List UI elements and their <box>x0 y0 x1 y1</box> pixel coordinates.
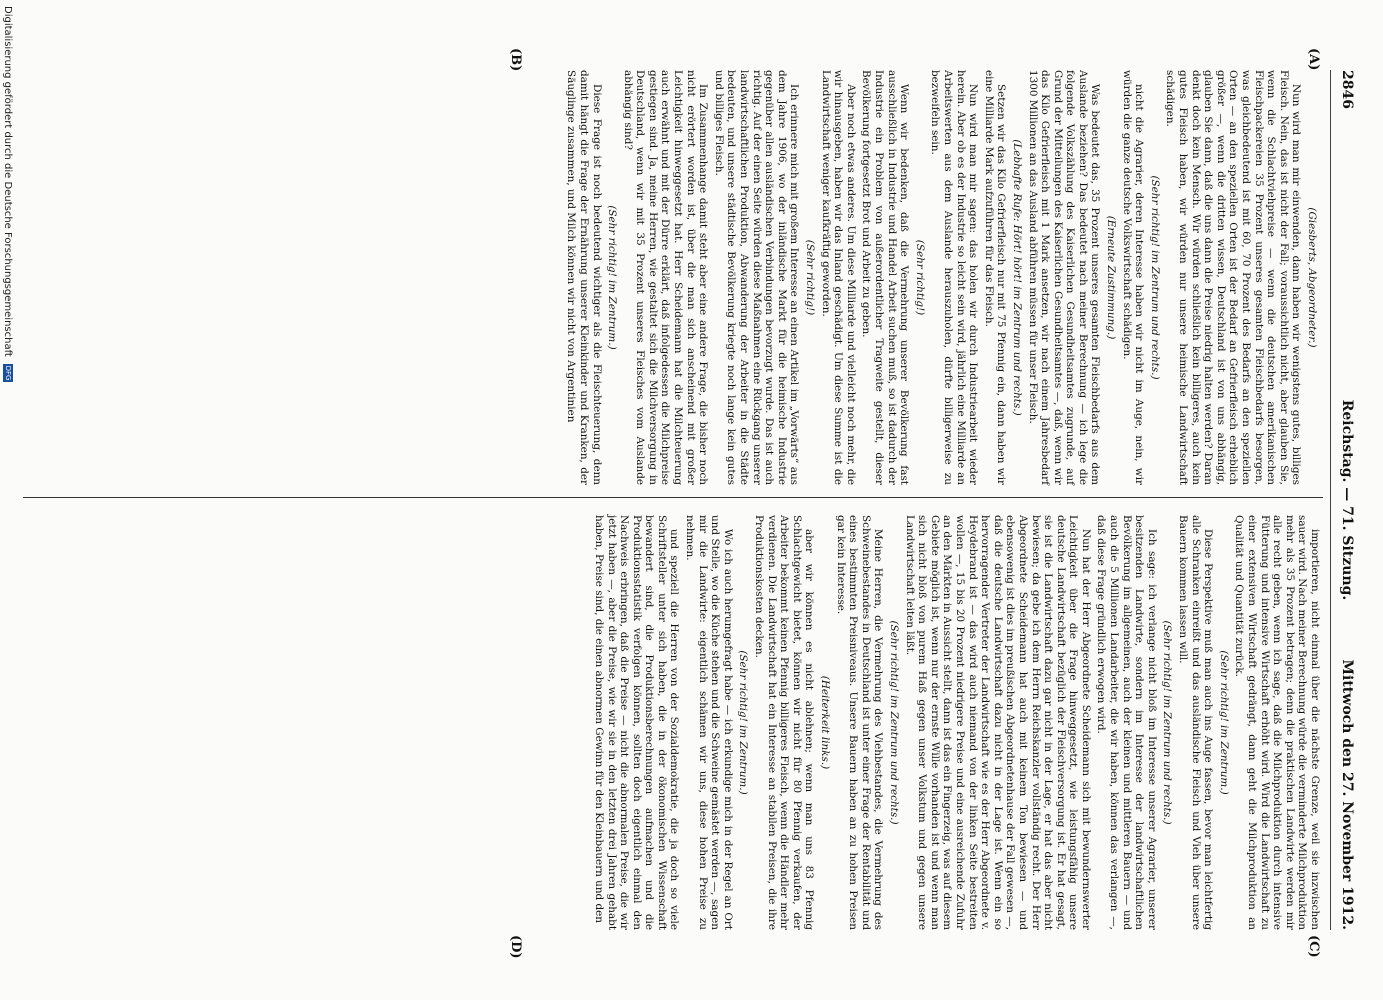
paragraph: Wenn wir bedenken, daß die Vermehrung unserer Bevölkerung fast ausschließlich in Industrie und Handel Arbeit suchen muß, so ist dadurch der Industrie ein Problem von außerordentlicher Tragweite gestellt, dieser Bevölkerung fortgesetzt Brot und Arbeit zu geben. <box>860 70 911 485</box>
paragraph: aber wir können es nicht ablehnen; wenn man uns 83 Pfennig Schlachtgewicht bietet, können wir nicht für 80 Pfennig verkaufen, der Arbeiter bekommt keinen Pfennig billigeres Fleisch, wenn die Händler mehr verdienen. Die Landwirtschaft hat ein Interesse an stabilen Preisen, die ihre Produktionskosten decken. <box>753 515 816 930</box>
interjection: (Sehr richtig! im Zentrum.) <box>737 650 750 795</box>
paragraph: Setzen wir das Kilo Gefrierfleisch nur mit 75 Pfennig ein, dann haben wir eine Milliarde Mark aufzuführen für das Fleisch. <box>982 70 1008 485</box>
interjection: (Sehr richtig!) <box>913 239 926 316</box>
column-divider <box>23 497 1323 498</box>
paragraph: Diese Perspektive muß man auch ins Auge fassen, bevor man leichtfertig alle Schranken einreißt und das ausländische Fleisch und Vieh über unsere Bauern kommen lassen will. <box>1177 515 1215 930</box>
interjection: (Lebhafte Rufe: Hört! hört! im Zentrum und rechts.) <box>1010 139 1023 416</box>
paragraph: nicht die Agrarier, deren Interesse haben wir nicht im Auge, nein, wir würden die ganze deutsche Volkswirtschaft schädigen. <box>1120 70 1146 485</box>
paragraph: Nun wird man mir einwenden, dann haben wir wenigstens gutes, billiges Fleisch. Nein, das ist nicht der Fall; voraussichtlich nicht, aber glauben Sie, wenn die Schlachtviehpreise — wenn die deutschen amerikanischen Fleischpackereien 35 Prozent unseres gesamten Fleischbedarfs besorgen, was gleichbedeutend ist mit 60, 70 Prozent des Bedarfs an den speziellen Orten — an den speziellen Orten ist der Bedarf an Gefrierfleisch erheblich größer —, wenn die dritten wissen, Deutschland ist von uns abhängig, glauben Sie dann, daß die uns dann die Preise niedrig halten werden? Daran denkt doch kein Mensch. Wir würden schließlich kein billigeres, auch kein gutes Fleisch haben, wir würden nur unsere heimische Landwirtschaft schädigen. <box>1164 70 1303 485</box>
credit-text: Digitalisierung gefördert durch die Deutsche Forschungsgemeinschaft <box>2 6 13 357</box>
paragraph: Was bedeutet das, 35 Prozent unseres gesamten Fleischbedarfs aus dem Auslande beziehen? Das bedeutet nach meiner Berechnung — ich lege die folgende Volkszählung des Kaiserlichen Gesundheitsamtes zugrunde, auf Grund der Mitteilungen des Kaiserlichen Gesundheitsamtes —, daß, wenn wir das Kilo Gefrierfleisch mit 1 Mark ansetzen, wir nach einem Jahresbedarf 1300 Millionen an das Ausland abführen müssen für unser Fleisch. <box>1026 70 1102 485</box>
paragraph: Nun wird man mir sagen: das holen wir durch Industriearbeit wieder herein. Aber ob es der Industrie so leicht sein wird, jährlich eine Milliarde an Arbeitswerten aus dem Auslande herauszuholen, dürfte billigerweise zu bezweifeln sein. <box>929 70 980 485</box>
digitization-credit <box>0 0 15 1000</box>
interjection: (Erneute Zustimmung.) <box>1105 215 1118 340</box>
interjection: (Sehr richtig! im Zentrum.) <box>1217 650 1230 795</box>
paragraph: importieren, nicht einmal über die nächste Grenze, weil sie inzwischen sauer wird. Nach meiner Berechnung würde die verminderte Milchproduktion mehr als 35 Prozent betragen; denn die praktischen Landwirte werden mir alle recht geben, wenn ich sage, daß die Milchproduktion durch intensive Fütterung und intensive Wirtschaft erhöht wird. Wird die Landwirtschaft zu einer extensiven Wirtschaft gedrängt, dann geht die Milchproduktion an Qualität und Quantität zurück. <box>1233 515 1321 930</box>
margin-marker-a: (A) <box>1306 48 1321 71</box>
paragraph: Ich sage: ich verlange nicht bloß im Interesse unserer Agrarier, unserer besitzenden Landwirte, sondern im Interesse der landwirtschaftlichen Bevölkerung im allgemeinen, auch der kleinen und mittleren Bauern — und auch die 5 Millionen Landarbeiter, die wir haben, können das verlangen —, daß diese Frage gründlich erwogen wird. <box>1095 515 1158 930</box>
paragraph: Im Zusammenhange damit steht aber eine andere Frage, die bisher noch nicht erörtert worden ist, über die man sich anscheinend mit großer Leichtigkeit hinweggesetzt hat. Herr Scheidemann hat die Milchteuerung auch erwähnt und mit der Dürre erklärt, daß infolgedessen die Milchpreise gestiegen sind. Ja, meine Herren, wie gestaltet sich die Milchversorgung in Deutschland, wenn wir mit 35 Prozent unseres Fleisches vom Auslande abhängig sind? <box>621 70 710 485</box>
dfg-logo: DFG <box>4 365 12 381</box>
page-header <box>1330 70 1359 930</box>
session-date: Mittwoch den 27. November 1912. <box>1339 659 1355 930</box>
text-column-right <box>589 515 1321 930</box>
speaker-line: (Giesberts, Abgeordneter.) <box>1306 207 1318 348</box>
paragraph: Meine Herren, die Vermehrung des Viehbestandes, die Vermehrung des Schweinebestandes in Deutschland ist unter einer Frage der Rentabilität und eines bestimmten Preisniveaus. Unsere Bauern haben an zu hohen Preisen gar kein Interesse. <box>834 515 885 930</box>
paragraph: Aber noch etwas anderes. Um diese Milliarde und vielleicht noch mehr, die wir hinausgeben, haben wir das Inland geschädigt. Um diese Summe ist die Landwirtschaft weniger kaufkräftig geworden. <box>819 70 857 485</box>
paragraph: Wo ich auch herumgefragt habe — ich erkundige mich in der Regel an Ort und Stelle, wo die Küche stehen und die Schweine gemästet werden —, sagen mir die Landwirte: eigentlich schämen wir uns, diese hohen Preise zu nehmen. <box>684 515 734 930</box>
page-title: Reichstag. — 71. Sitzung. <box>1339 399 1355 601</box>
margin-marker-d: (D) <box>508 935 523 959</box>
paragraph: Nun hat der Herr Abgeordnete Scheidemann sich mit bewundernswerter Leichtigkeit über die Frage hinweggesetzt, wie leistungsfähig unsere deutsche Landwirtschaft bezüglich der Fleischversorgung ist. Er hat gesagt, sie ist die Landwirtschaft dazu gar nicht in der Lage, er hat das aber nicht bewiesen; da gebe ich dem Herrn Reichskanzler vollständig recht. Der Herr Abgeordnete Scheidemann hat auch mit keinem Ton bewiesen — und ebensowenig ist dies im preußischen Abgeordnetenhause der Fall gewesen —, daß die deutsche Landwirtschaft dazu nicht in der Lage ist. Wenn ein so hervorragender Vertreter der Landwirtschaft wie es der Herr Abgeordnete v. Heydebrand ist — das wird auch niemand von der linken Seite bestreiten wollen —, 15 bis 20 Prozent niedrigere Preise und eine ausreichende Zufuhr an den Märkten in Aussicht stellt, dann ist das ein Fingerzeig, was auf diesem Gebiete möglich ist, wenn nur der ernste Wille vorhanden ist und wenn man sich nicht bloß von purem Haß gegen unser Volkstum und gegen unsere Landwirtschaft leiten läßt. <box>903 515 1092 930</box>
text-column-left <box>562 70 1321 485</box>
margin-marker-c: (C) <box>1306 935 1321 958</box>
paragraph: und speziell die Herren von der Sozialdemokratie, die ja doch so viele Schriftsteller unter sich haben, die in der ökonomischen Wissenschaft bewandert sind, die Produktionsberechnungen aufmachen und die Produktionsstatistik verfolgen können, sollten doch eigentlich einmal den Nachweis erbringen, daß die Preise — nicht die abnormalen Preise, die wir jetzt haben —, aber die Preise, wie wir sie in den letzten drei Jahren gehabt haben, Preise sind, die einen abnormen Gewinn für den Kleinbauern und den <box>592 515 681 930</box>
interjection: (Sehr richtig! im Zentrum und rechts.) <box>1148 175 1161 380</box>
paragraph: Diese Frage ist noch bedeutend wichtiger als die Fleischteuerung, denn damit hängt die Frage der Ernährung unserer Kleinkinder und Kranken, der Säuglinge zusammen, und Milch können wir nicht von Argentinien <box>565 70 603 485</box>
interjection: (Sehr richtig! im Zentrum.) <box>606 205 619 350</box>
margin-marker-b: (B) <box>508 48 523 72</box>
interjection: (Sehr richtig! im Zentrum und rechts.) <box>1161 620 1174 825</box>
interjection: (Heiterkeit links.) <box>819 675 832 770</box>
page-number: 2846 <box>1339 70 1355 109</box>
interjection: (Sehr richtig! im Zentrum und rechts.) <box>888 620 900 825</box>
interjection: (Sehr richtig!) <box>804 239 817 316</box>
paragraph: Ich erinnere mich mit großem Interesse an einen Artikel im „Vorwärts“ aus dem Jahre 1906, wo der inländische Markt für die heimische Industrie gegenüber allen ausländischen Verbindungen bevorzugt wurde. Das ist auch richtig. Auf der einen Seite würden diese Maßnahmen eine Rückgang unserer landwirtschaftlichen Produktion, Abwanderung der Arbeiter in die Städte bedeuten, und unsere städtische Bevölkerung kriegte noch lange kein gutes und billiges Fleisch. <box>712 70 801 485</box>
